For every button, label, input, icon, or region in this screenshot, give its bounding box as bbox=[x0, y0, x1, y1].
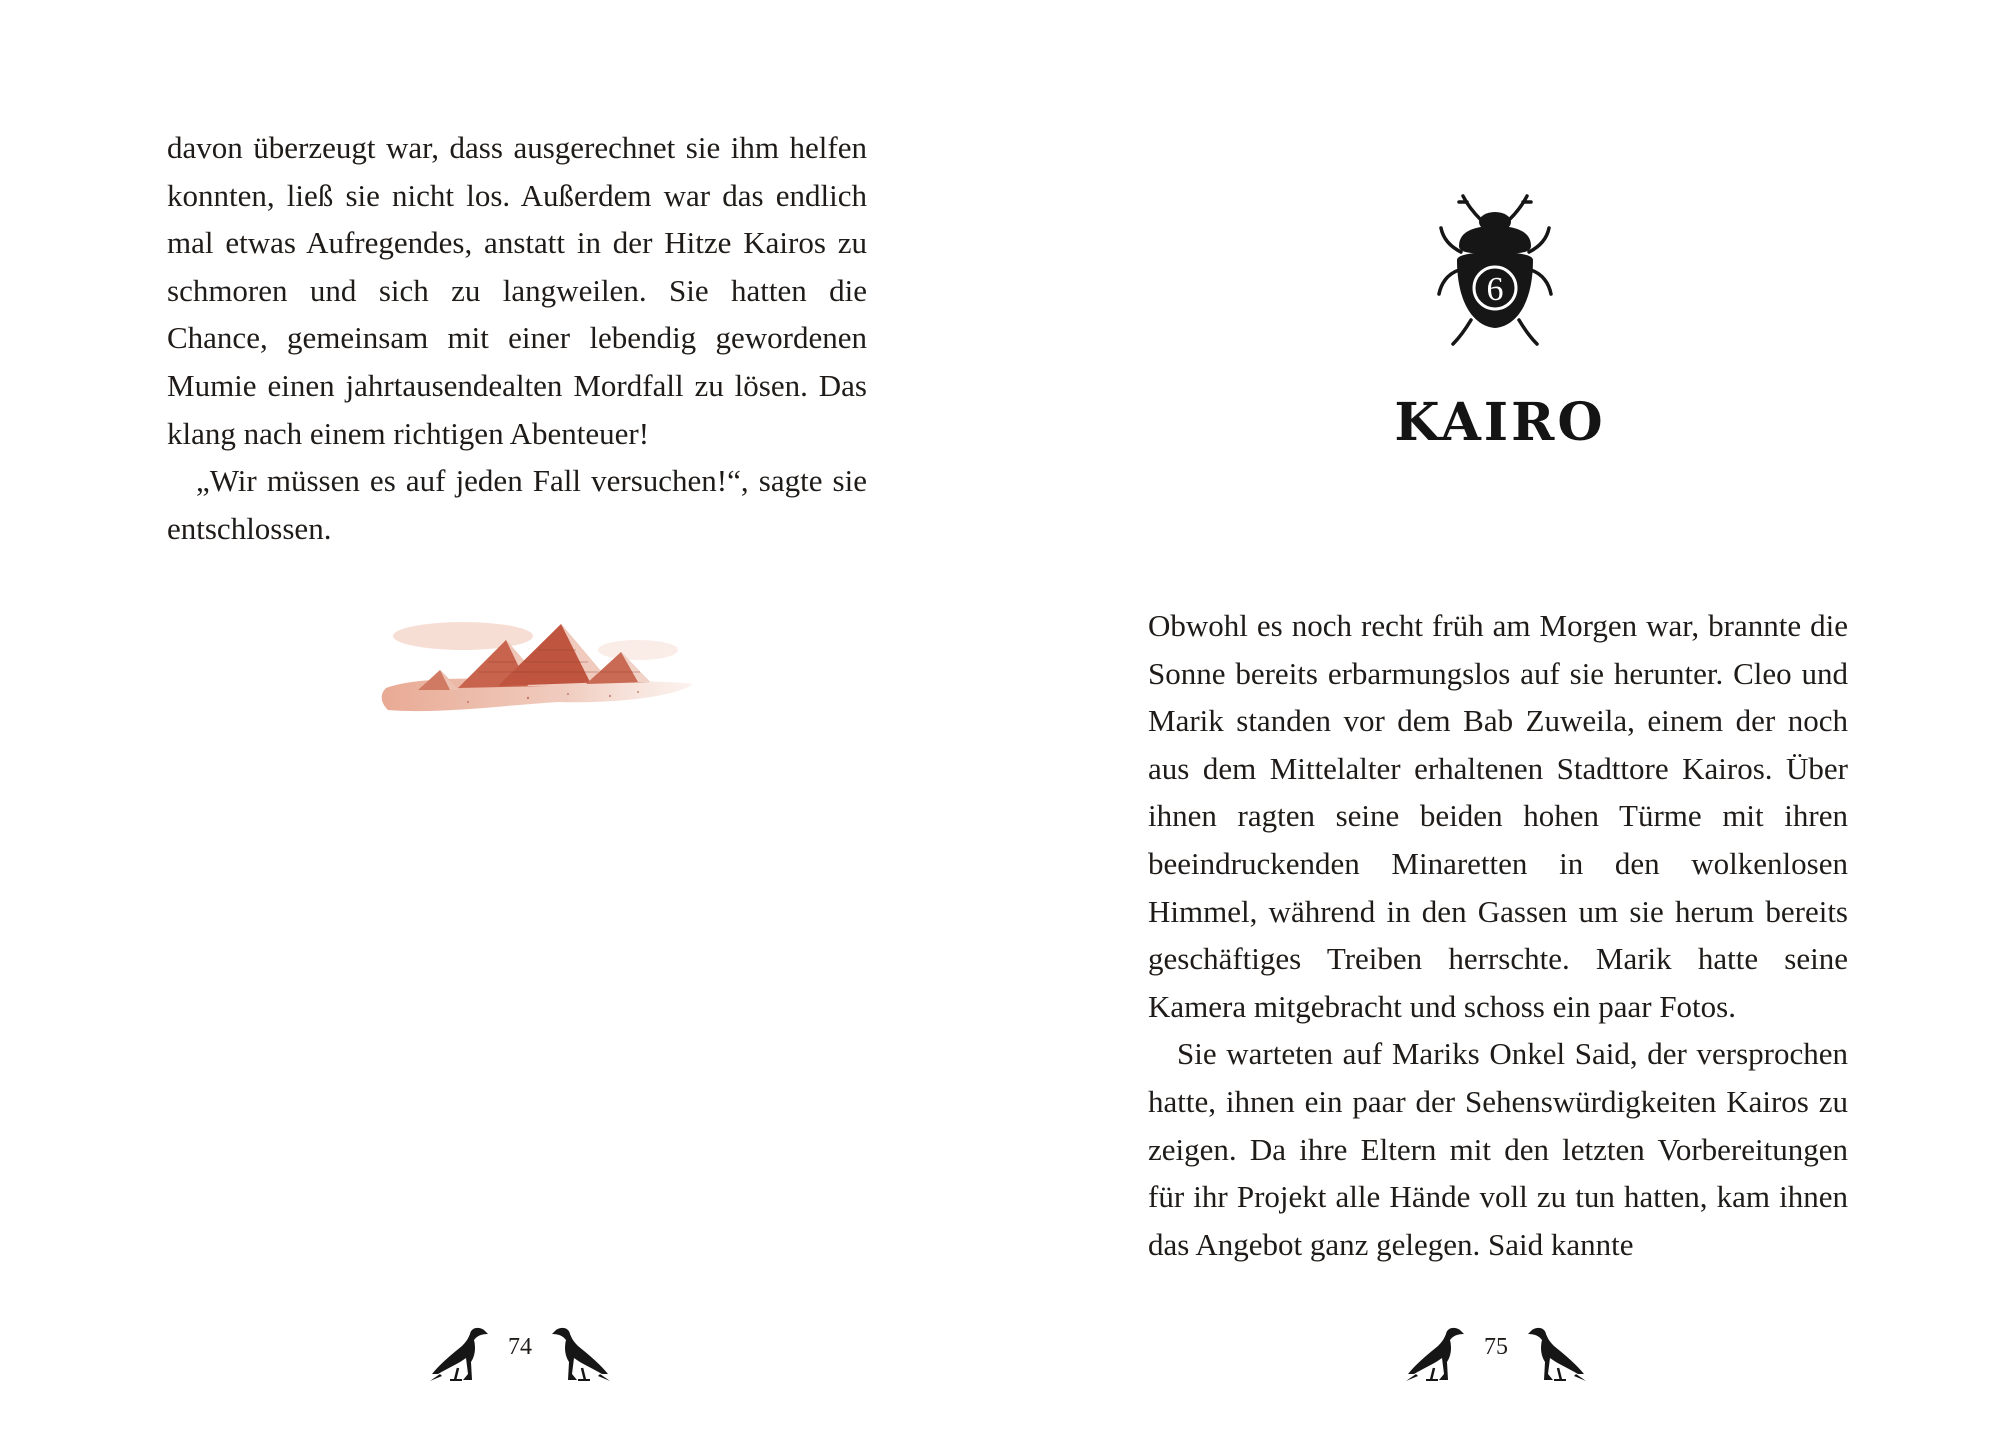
ibis-bird-icon bbox=[1404, 1324, 1468, 1382]
ibis-bird-icon bbox=[428, 1324, 492, 1382]
chapter-scarab bbox=[1437, 190, 1553, 348]
ibis-bird-icon bbox=[1524, 1324, 1588, 1382]
scarab-icon bbox=[1437, 190, 1553, 348]
right-page bbox=[1000, 0, 2000, 1448]
paragraph: Obwohl es noch recht früh am Morgen war, brannte die Sonne bereits erbarmungslos auf sie herunter. Cleo und Marik standen vor dem Bab Zuweila, einem der noch aus dem Mittelalter erhaltenen Stadttore Kairos. Über ihnen ragten seine beiden hohen Türme mit ihren beeindruckenden Minaretten in den wolkenlosen Himmel, während in den Gassen um sie herum bereits geschäftiges Treiben herrschte. Marik hatte seine Kamera mitgebracht und schoss ein paar Fotos. bbox=[1148, 608, 1848, 1024]
left-page-text bbox=[167, 124, 867, 552]
page-footer bbox=[370, 1318, 670, 1388]
chapter-title: KAIRO bbox=[1394, 392, 1606, 453]
ibis-bird-icon bbox=[548, 1324, 612, 1382]
paragraph: Sie warteten auf Mariks Onkel Said, der versprochen hatte, ihnen ein paar der Sehenswürdigkeiten Kairos zu zeigen. Da ihre Eltern mit den letzten Vorbereitungen für ihr Projekt alle Hände voll zu tun hatten, kam ihnen das Angebot ganz gelegen. Said kannte bbox=[1148, 1036, 1848, 1262]
page-number: 74 bbox=[508, 1334, 532, 1360]
pyramids-illustration bbox=[378, 610, 693, 730]
chapter-number: 6 bbox=[1486, 271, 1504, 308]
paragraph: „Wir müssen es auf jeden Fall versuchen!“, sagte sie entschlossen. bbox=[167, 463, 867, 546]
paragraph: davon überzeugt war, dass ausgerechnet sie ihm helfen konnten, ließ sie nicht los. Außerdem war das endlich mal etwas Aufregendes, anstatt in der Hitze Kairos zu schmoren und sich zu langweilen. Sie hatten die Chance, gemeinsam mit einer lebendig gewordenen Mumie einen jahrtausendealten Mordfall zu lösen. Das klang nach einem richtigen Abenteuer! bbox=[167, 130, 867, 451]
page-number: 75 bbox=[1484, 1334, 1508, 1360]
right-page-text bbox=[1148, 602, 1848, 1268]
page-footer bbox=[1346, 1318, 1646, 1388]
